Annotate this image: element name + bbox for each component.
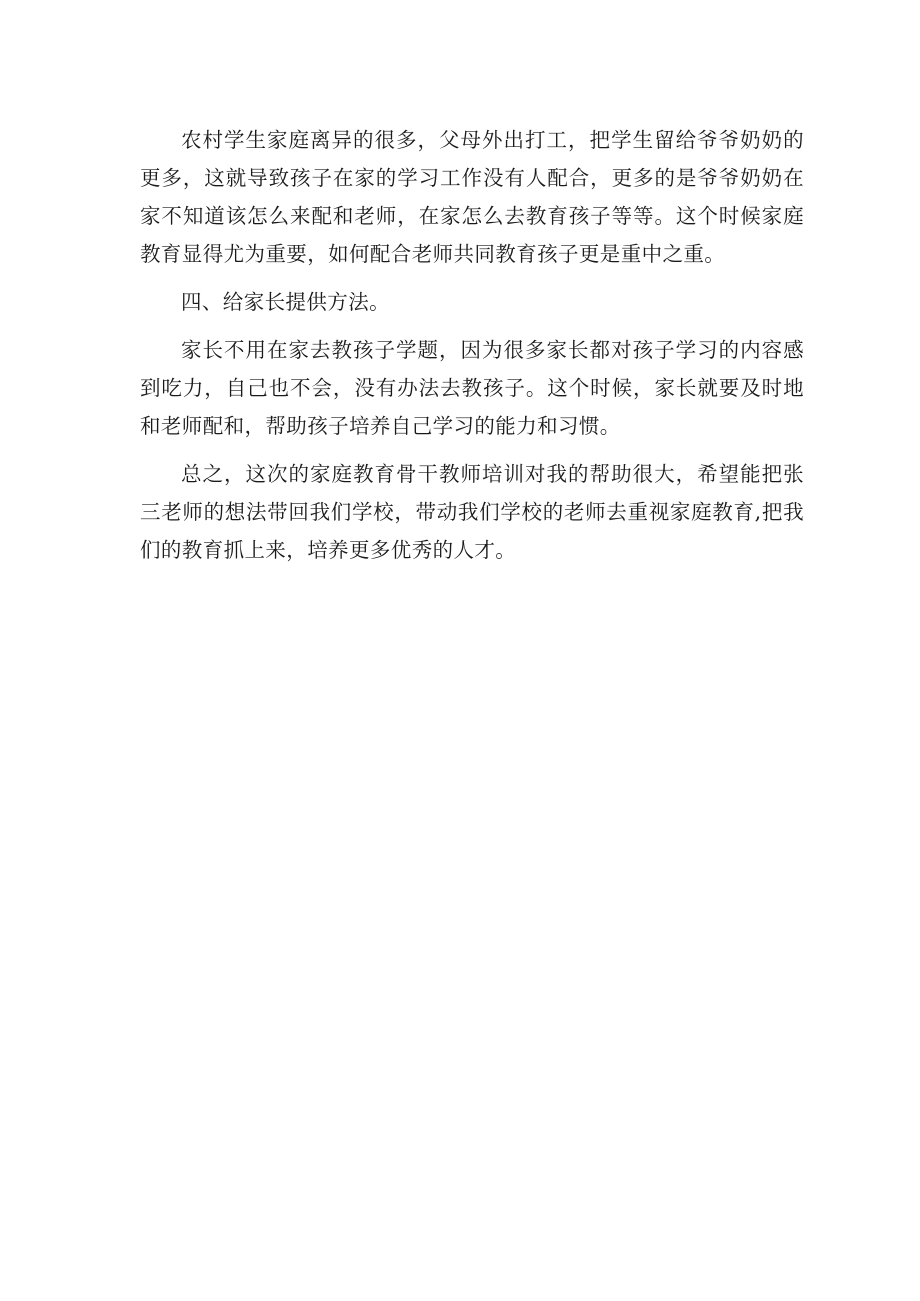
paragraph-rural-families: 农村学生家庭离异的很多，父母外出打工，把学生留给爷爷奶奶的更多，这就导致孩子在家的学习工作没有人配合，更多的是爷爷奶奶在家不知道该怎么来配和老师，在家怎么去教育孩子等等。这个时候家庭教育显得尤为重要，如何配合老师共同教育孩子更是重中之重。 <box>140 128 804 266</box>
document-body <box>140 121 804 579</box>
paragraph-conclusion: 总之，这次的家庭教育骨干教师培训对我的帮助很大，希望能把张三老师的想法带回我们学校，带动我们学校的老师去重视家庭教育,把我们的教育抓上来，培养更多优秀的人才。 <box>140 462 804 562</box>
section-heading-methods: 四、给家长提供方法。 <box>181 290 390 314</box>
paragraph-parent-methods: 家长不用在家去教孩子学题，因为很多家长都对孩子学习的内容感到吃力，自己也不会，没有办法去教孩子。这个时候，家长就要及时地和老师配和，帮助孩子培养自己学习的能力和习惯。 <box>140 338 804 438</box>
